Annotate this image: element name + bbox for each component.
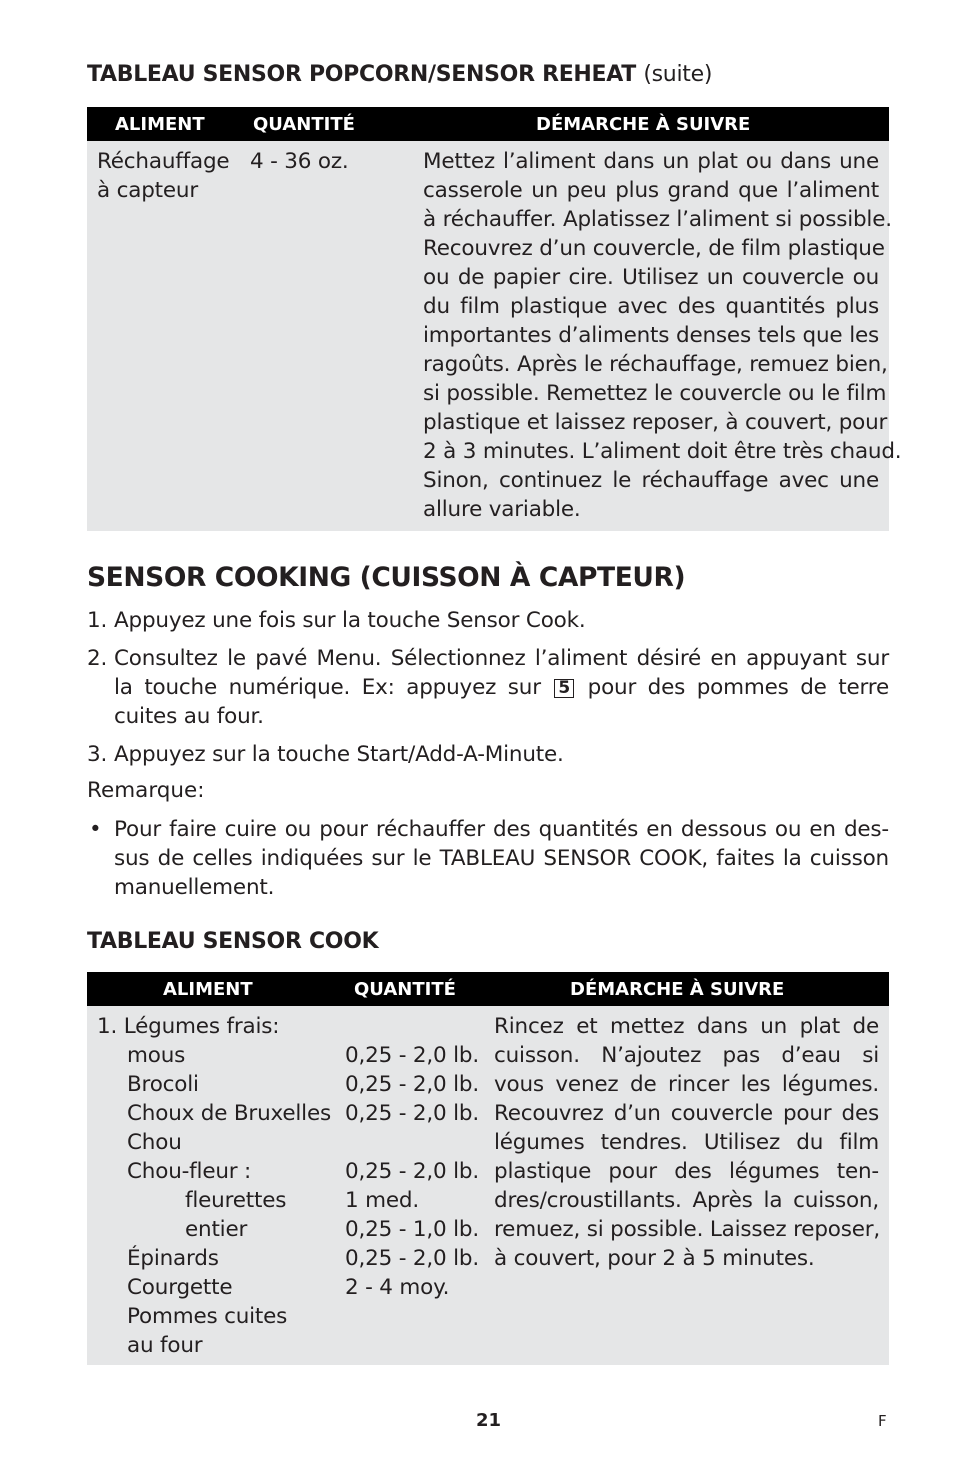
- table2-quantite-line: [345, 1128, 479, 1157]
- table2-cell-demarche: [494, 1012, 879, 1273]
- table1-demarche-line: du film plastique avec des quantités plus: [423, 294, 879, 319]
- bullet-icon: •: [89, 817, 102, 842]
- table1-aliment-line: à capteur: [97, 178, 198, 203]
- table1-demarche-line: si possible. Remettez le couvercle ou le film: [423, 381, 887, 406]
- table2-quantite-line: 0,25 - 2,0 lb.: [345, 1246, 479, 1271]
- table2-quantite-line: 0,25 - 2,0 lb.: [345, 1043, 479, 1068]
- table2-aliment-line: Brocoli: [127, 1072, 199, 1097]
- table2-quantite-line: 1 med.: [345, 1188, 419, 1213]
- step-item: [87, 644, 889, 731]
- table1-demarche-line: allure variable.: [423, 497, 581, 522]
- table2-aliment-line: 1. Légumes frais:: [97, 1014, 280, 1039]
- table2-demarche-line: à couvert, pour 2 à 5 minutes.: [494, 1246, 815, 1271]
- step-text: pour des pommes de terre cuites au four.: [114, 675, 889, 729]
- table1-demarche-line: à réchauffer. Aplatissez l’aliment si possible.: [423, 207, 892, 232]
- table1-demarche-line: Recouvrez d’un couvercle, de film plastique: [423, 236, 885, 261]
- step-text: Consultez le pavé Menu. Sélectionnez l’aliment désiré en appuyant sur la touche numérique. Ex: appuyez sur: [114, 646, 889, 700]
- table1-title-suffix: (suite): [643, 62, 713, 87]
- step-item: [87, 606, 889, 635]
- table1-demarche-line: casserole un peu plus grand que l’aliment: [423, 178, 879, 203]
- table1-header-aliment: ALIMENT: [115, 114, 205, 135]
- table2-demarche-line: Recouvrez d’un couvercle pour des: [494, 1101, 879, 1126]
- table1-header: [87, 107, 889, 141]
- table2-aliment-line: Pommes cuites: [127, 1304, 288, 1329]
- table1-cell-aliment: [97, 147, 229, 205]
- number-key-icon: 5: [554, 679, 574, 698]
- table2-demarche-line: remuez, si possible. Laissez reposer,: [494, 1217, 881, 1242]
- table2-aliment-line: entier: [185, 1217, 248, 1242]
- table2-cell-quantite: [345, 1012, 479, 1302]
- table2-aliment-line: Épinards: [127, 1246, 219, 1271]
- table2-aliment-line: Chou-fleur :: [127, 1159, 252, 1184]
- table2-header-demarche: DÉMARCHE À SUIVRE: [570, 979, 785, 1000]
- remark-label: Remarque:: [87, 778, 205, 803]
- table2-title: TABLEAU SENSOR COOK: [87, 929, 379, 954]
- table1-demarche-line: ragoûts. Après le réchauffage, remuez bien,: [423, 352, 888, 377]
- table1-header-quantite: QUANTITÉ: [253, 114, 355, 135]
- table2-quantite-line: 0,25 - 1,0 lb.: [345, 1217, 479, 1242]
- table2-demarche-line: vous venez de rincer les légumes.: [494, 1072, 879, 1097]
- table2-quantite-line: 2 - 4 moy.: [345, 1275, 450, 1300]
- step-number: 1.: [87, 608, 108, 633]
- section-title: SENSOR COOKING (CUISSON À CAPTEUR): [87, 562, 686, 593]
- table1-demarche-line: Sinon, continuez le réchauffage avec une: [423, 468, 879, 493]
- table2-aliment-line: Choux de Bruxelles: [127, 1101, 331, 1126]
- language-marker: F: [878, 1412, 887, 1430]
- table2-cell-aliment: [97, 1012, 331, 1360]
- step-number: 3.: [87, 742, 108, 767]
- table1-demarche-line: plastique et laissez reposer, à couvert, pour: [423, 410, 888, 435]
- table1-aliment-line: Réchauffage: [97, 149, 230, 174]
- table1-demarche-line: importantes d’aliments denses tels que les: [423, 323, 879, 348]
- step-item: [87, 740, 889, 769]
- table1-header-demarche: DÉMARCHE À SUIVRE: [536, 114, 751, 135]
- table1-title-text: TABLEAU SENSOR POPCORN/SENSOR REHEAT: [87, 62, 636, 87]
- table2-quantite-line: 0,25 - 2,0 lb.: [345, 1072, 479, 1097]
- table1-demarche-line: ou de papier cire. Utilisez un couvercle ou: [423, 265, 879, 290]
- step-text: Appuyez une fois sur la touche Sensor Cook.: [114, 608, 586, 633]
- table2-header-quantite: QUANTITÉ: [354, 979, 456, 1000]
- table2-demarche-line: légumes tendres. Utilisez du film: [494, 1130, 879, 1155]
- remark-bullet: [87, 815, 889, 902]
- page-number: 21: [476, 1410, 502, 1431]
- table1-body: [87, 141, 902, 531]
- remark-bullet-text: Pour faire cuire ou pour réchauffer des quantités en dessous ou en des-sus de celles indiquées sur le TABLEAU SENSOR COOK, faites la cuisson manuellement.: [114, 817, 889, 900]
- table1-cell-demarche: [423, 147, 902, 524]
- table1-demarche-line: Mettez l’aliment dans un plat ou dans une: [423, 149, 879, 174]
- table2-quantite-line: 0,25 - 2,0 lb.: [345, 1101, 479, 1126]
- table2-aliment-line: Chou: [127, 1130, 182, 1155]
- table2-aliment-line: Courgette: [127, 1275, 233, 1300]
- table2-aliment-line: fleurettes: [185, 1188, 287, 1213]
- step-text: Appuyez sur la touche Start/Add-A-Minute.: [114, 742, 564, 767]
- table1-demarche-line: 2 à 3 minutes. L’aliment doit être très chaud.: [423, 439, 902, 464]
- table2-header-aliment: ALIMENT: [163, 979, 253, 1000]
- table1-title: [87, 62, 712, 87]
- table2-quantite-line: [345, 1012, 479, 1041]
- table2-demarche-line: plastique pour des légumes ten-: [494, 1159, 879, 1184]
- table2-aliment-line: mous: [127, 1043, 186, 1068]
- table2-demarche-line: cuisson. N’ajoutez pas d’eau si: [494, 1043, 879, 1068]
- table2-body: [87, 1006, 889, 1365]
- table2-aliment-line: au four: [127, 1333, 203, 1358]
- table2-header: [87, 972, 889, 1006]
- table2-demarche-line: Rincez et mettez dans un plat de: [494, 1014, 879, 1039]
- table2-quantite-line: 0,25 - 2,0 lb.: [345, 1159, 479, 1184]
- step-number: 2.: [87, 646, 108, 671]
- table2-demarche-line: dres/croustillants. Après la cuisson,: [494, 1188, 879, 1213]
- table1-cell-quantite: 4 - 36 oz.: [250, 149, 349, 174]
- steps-list: [87, 606, 889, 778]
